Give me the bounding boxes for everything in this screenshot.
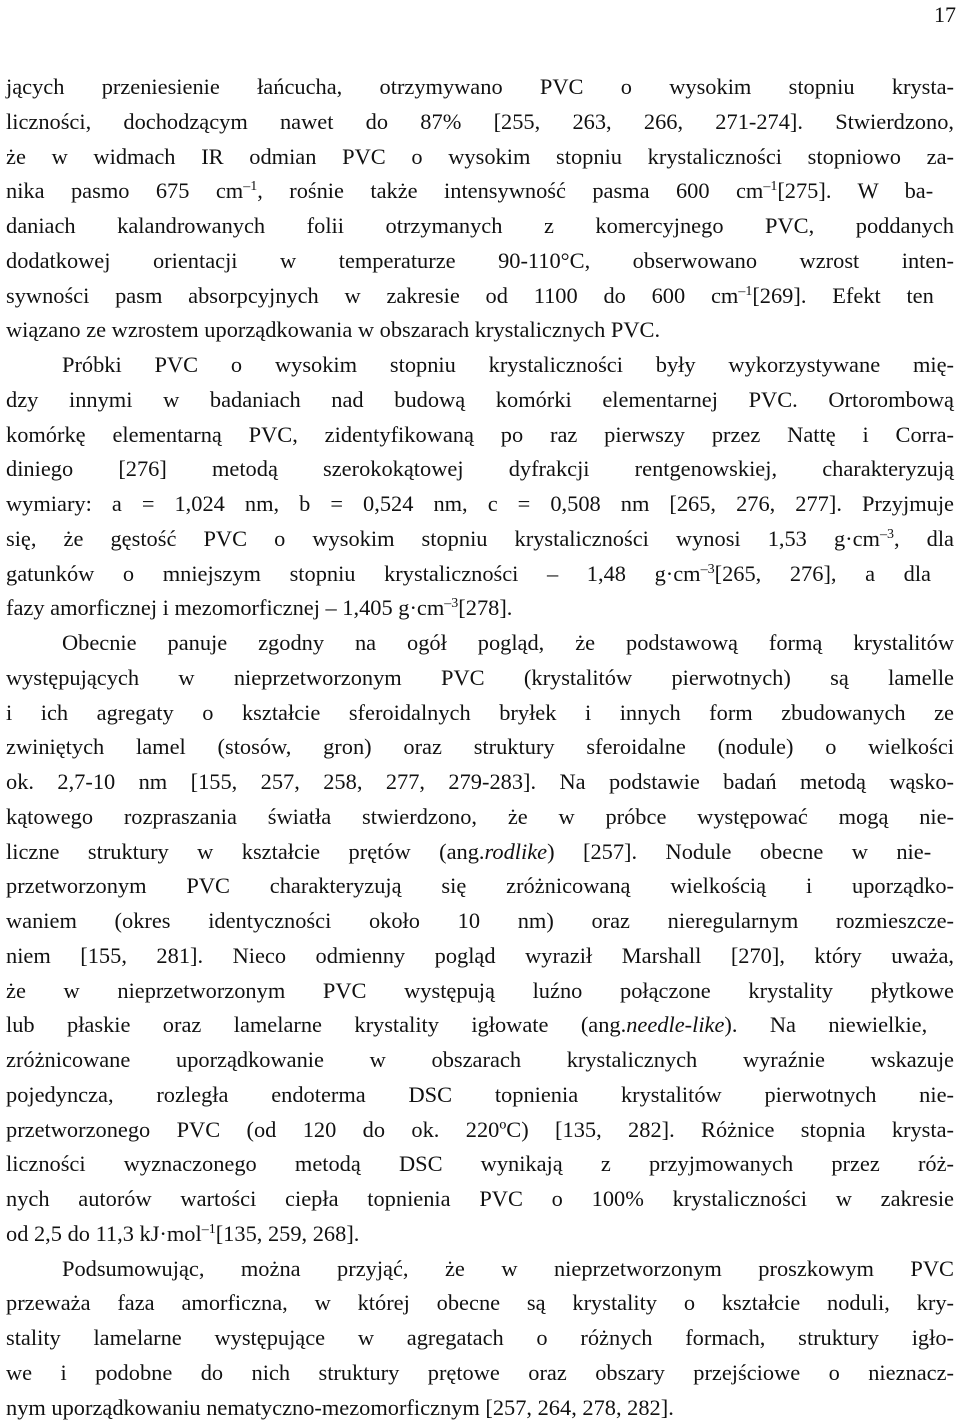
text-line-content bbox=[6, 522, 954, 556]
superscript-exponent: –1 bbox=[243, 179, 258, 195]
text-segment: występujących w nieprzetworzonym PVC (krystalitów pierwotnych) są lamelle bbox=[6, 664, 954, 690]
text-segment: liczności wyznaczonego metodą DSC wynikają z przyjmowanych przez róż- bbox=[6, 1151, 954, 1177]
text-segment: waniem (okres identyczności około 10 nm) oraz nieregularnym rozmieszcze- bbox=[6, 908, 954, 933]
text-line-content bbox=[6, 557, 931, 591]
text-line-content bbox=[6, 1113, 954, 1147]
text-line bbox=[6, 1217, 954, 1251]
text-line-content bbox=[6, 1356, 954, 1390]
text-line-content bbox=[6, 1391, 674, 1425]
superscript-exponent: –1 bbox=[763, 179, 778, 195]
superscript-exponent: –1 bbox=[738, 283, 753, 299]
text-segment: diniego [276] metodą szerokokątowej dyfrakcji rentgenowskiej, charakteryzują bbox=[6, 456, 954, 482]
text-line-content bbox=[6, 1182, 954, 1216]
text-line-content bbox=[6, 70, 954, 104]
text-segment: jących przeniesienie łańcucha, otrzymywano PVC o wysokim stopniu krysta- bbox=[6, 74, 954, 99]
text-segment: stality lamelarne występujące w agregatach o różnych formach, struktury igło- bbox=[6, 1325, 954, 1350]
text-line bbox=[6, 1182, 954, 1216]
text-line bbox=[6, 244, 954, 278]
text-line-content bbox=[6, 1321, 954, 1355]
text-segment: we i podobne do nich struktury prętowe oraz obszary przejściowe o nieznacz- bbox=[6, 1359, 954, 1385]
text-line bbox=[6, 522, 954, 556]
text-segment: liczności, dochodzącym nawet do 87% [255, 263, 266, 271-274]. Stwierdzono, bbox=[6, 108, 954, 134]
text-segment: że w widmach IR odmian PVC o wysokim stopniu krystaliczności stopniowo za- bbox=[6, 143, 954, 169]
text-line bbox=[6, 696, 954, 730]
text-line-content bbox=[6, 800, 954, 834]
text-segment: [265, 276], a dla bbox=[714, 560, 931, 586]
text-segment: ). Na niewielkie, bbox=[724, 1012, 928, 1038]
text-segment: zróżnicowane uporządkowanie w obszarach krystalicznych wyraźnie wskazuje bbox=[6, 1047, 954, 1072]
text-segment: ok. 2,7-10 nm [155, 257, 258, 277, 279-283]. Na podstawie badań metodą wąsko- bbox=[6, 769, 954, 794]
text-line bbox=[6, 1321, 954, 1355]
text-line-content bbox=[6, 140, 954, 174]
text-line bbox=[6, 974, 954, 1008]
text-line-content bbox=[6, 730, 954, 764]
text-line bbox=[6, 1043, 954, 1077]
text-line-content bbox=[6, 591, 512, 625]
text-line bbox=[6, 105, 954, 139]
text-line bbox=[6, 939, 954, 973]
text-line bbox=[6, 418, 954, 452]
text-line-content bbox=[6, 313, 660, 347]
text-segment: nym uporządkowaniu nematyczno-mezomorficznym [257, 264, 278, 282]. bbox=[6, 1394, 674, 1420]
text-line bbox=[6, 279, 954, 313]
text-line-content bbox=[6, 1078, 954, 1112]
text-line-content bbox=[6, 209, 954, 243]
text-line-content bbox=[6, 696, 954, 730]
text-segment: fazy amorficznej i mezomorficznej – 1,405 g·cm bbox=[6, 595, 445, 621]
text-line bbox=[6, 591, 954, 625]
text-line bbox=[6, 869, 954, 903]
text-segment: [269]. Efekt ten bbox=[752, 282, 934, 308]
text-segment: gatunków o mniejszym stopniu krystaliczności – 1,48 g·cm bbox=[6, 560, 701, 586]
text-line bbox=[6, 383, 954, 417]
text-line-content bbox=[6, 869, 954, 903]
italic-term: rodlike bbox=[484, 838, 548, 864]
text-line bbox=[6, 765, 954, 799]
text-line-content bbox=[6, 174, 933, 208]
text-line-content bbox=[6, 452, 954, 486]
text-line-content bbox=[6, 661, 954, 695]
text-line-content bbox=[6, 279, 934, 313]
text-line bbox=[6, 313, 954, 347]
text-segment: liczne struktury w kształcie prętów (ang. bbox=[6, 838, 485, 864]
text-line bbox=[6, 1008, 954, 1042]
text-segment: i ich agregaty o kształcie sferoidalnych bryłek i innych form zbudowanych ze bbox=[6, 699, 954, 725]
text-segment: od 2,5 do 11,3 kJ·mol bbox=[6, 1220, 202, 1246]
text-segment: nika pasmo 675 cm bbox=[6, 178, 244, 204]
text-segment: Obecnie panuje zgodny na ogół pogląd, że podstawową formą krystalitów bbox=[62, 630, 954, 655]
text-segment: pojedyncza, rozległa endoterma DSC topnienia krystalitów pierwotnych nie- bbox=[6, 1081, 954, 1107]
text-line-content bbox=[6, 1043, 954, 1077]
text-line bbox=[6, 174, 954, 208]
superscript-exponent: –3 bbox=[444, 596, 459, 612]
text-line bbox=[6, 800, 954, 834]
text-line bbox=[6, 1147, 954, 1181]
text-line bbox=[6, 452, 954, 486]
text-segment: wiązano ze wzrostem uporządkowania w obszarach krystalicznych PVC. bbox=[6, 317, 661, 343]
text-line-content bbox=[6, 1217, 359, 1251]
text-line-content bbox=[6, 1286, 954, 1320]
text-line-content bbox=[6, 487, 954, 521]
text-segment: zwiniętych lamel (stosów, gron) oraz struktury sferoidalne (nodule) o wielkości bbox=[6, 734, 954, 760]
text-segment: że w nieprzetworzonym PVC występują luźno połączone krystality płytkowe bbox=[6, 977, 954, 1003]
text-line bbox=[6, 661, 954, 695]
text-segment: daniach kalandrowanych folii otrzymanych z komercyjnego PVC, poddanych bbox=[6, 213, 954, 238]
text-line bbox=[62, 348, 954, 382]
text-segment: komórkę elementarną PVC, zidentyfikowaną po raz pierwszy przez Nattę i Corra- bbox=[6, 421, 954, 447]
text-line bbox=[6, 487, 954, 521]
text-line bbox=[6, 209, 954, 243]
text-line-content bbox=[6, 1008, 927, 1042]
text-segment: przetworzonego PVC (od 120 do ok. 220ºC) [135, 282]. Różnice stopnia krysta- bbox=[6, 1116, 954, 1142]
text-segment: sywności pasm absorpcyjnych w zakresie od 1100 do 600 cm bbox=[6, 282, 739, 308]
text-line bbox=[6, 140, 954, 174]
superscript-exponent: –3 bbox=[879, 526, 894, 542]
text-segment: Próbki PVC o wysokim stopniu krystaliczności były wykorzystywane mię- bbox=[62, 352, 954, 377]
text-line-content bbox=[6, 1147, 954, 1181]
text-segment: ) [257]. Nodule obecne w nie- bbox=[547, 838, 932, 864]
text-line bbox=[6, 70, 954, 104]
text-line-content bbox=[6, 244, 954, 278]
text-line bbox=[6, 557, 954, 591]
text-segment: wymiary: a = 1,024 nm, b = 0,524 nm, c = 0,508 nm [265, 276, 277]. Przyjmuje bbox=[6, 491, 954, 516]
superscript-exponent: –3 bbox=[700, 561, 715, 577]
text-line-content bbox=[6, 383, 954, 417]
text-segment: [275]. W ba- bbox=[777, 178, 934, 204]
text-segment: [278]. bbox=[458, 595, 513, 621]
page-number: 17 bbox=[934, 2, 956, 27]
text-line bbox=[6, 1286, 954, 1320]
text-line bbox=[6, 1078, 954, 1112]
text-line-content bbox=[6, 939, 954, 973]
text-segment: przeważa faza amorficzna, w której obecne są krystality o kształcie noduli, kry- bbox=[6, 1290, 954, 1316]
text-segment: , rośnie także intensywność pasma 600 cm bbox=[257, 178, 764, 204]
text-line-content bbox=[62, 1252, 954, 1286]
text-segment: dzy innymi w badaniach nad budową komórki elementarnej PVC. Ortorombową bbox=[6, 386, 954, 412]
text-segment: lub płaskie oraz lamelarne krystality igłowate (ang. bbox=[6, 1012, 627, 1038]
text-line-content bbox=[6, 105, 954, 139]
text-line-content bbox=[6, 835, 931, 869]
text-line bbox=[6, 835, 954, 869]
text-segment: nych autorów wartości ciepła topnienia PVC o 100% krystaliczności w zakresie bbox=[6, 1186, 954, 1211]
text-line-content bbox=[6, 904, 954, 938]
text-segment: dodatkowej orientacji w temperaturze 90-110°C, obserwowano wzrost inten- bbox=[6, 247, 954, 273]
text-line bbox=[6, 1356, 954, 1390]
text-line-content bbox=[62, 626, 954, 660]
text-line bbox=[6, 1113, 954, 1147]
text-line bbox=[6, 1391, 954, 1425]
text-line bbox=[6, 904, 954, 938]
superscript-exponent: –1 bbox=[201, 1221, 216, 1237]
text-segment: Podsumowując, można przyjąć, że w nieprzetworzonym proszkowym PVC bbox=[62, 1255, 954, 1281]
text-line-content bbox=[62, 348, 954, 382]
text-line-content bbox=[6, 765, 954, 799]
text-segment: [135, 259, 268]. bbox=[215, 1220, 360, 1246]
text-line-content bbox=[6, 418, 954, 452]
text-line-content bbox=[6, 974, 954, 1008]
text-line bbox=[62, 1252, 954, 1286]
text-segment: kątowego rozpraszania światła stwierdzono, że w próbce występować mogą nie- bbox=[6, 803, 954, 829]
italic-term: needle-like bbox=[626, 1012, 725, 1038]
text-segment: się, że gęstość PVC o wysokim stopniu krystaliczności wynosi 1,53 g·cm bbox=[6, 525, 880, 551]
text-segment: niem [155, 281]. Nieco odmienny pogląd wyraził Marshall [270], który uważa, bbox=[6, 942, 954, 968]
text-segment: , dla bbox=[893, 525, 954, 551]
text-segment: przetworzonym PVC charakteryzują się zróżnicowaną wielkością i uporządko- bbox=[6, 873, 954, 899]
text-line bbox=[62, 626, 954, 660]
text-line bbox=[6, 730, 954, 764]
